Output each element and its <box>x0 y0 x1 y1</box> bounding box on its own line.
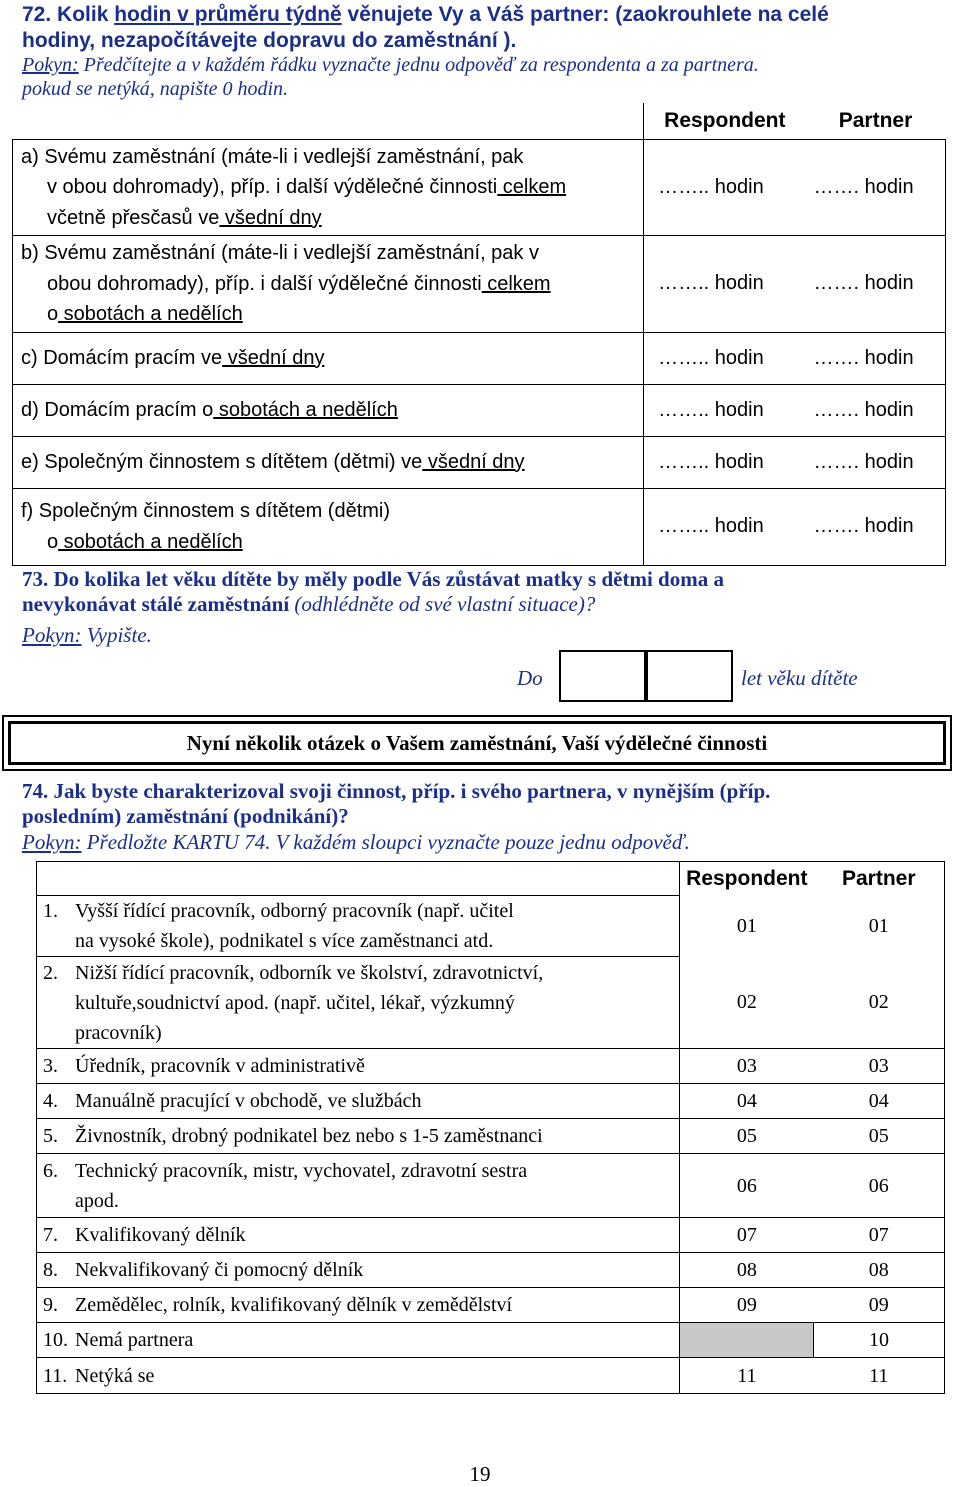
q72-instruction: Pokyn: Předčítejte a v každém řádku vyznačte jednu odpověď za respondenta a za partnera. <box>22 54 759 76</box>
q74-opt9-respondent-code[interactable]: 09 <box>680 1288 814 1323</box>
q74-table <box>36 861 945 1394</box>
q72-e-respondent-hours[interactable]: …….. hodin <box>644 436 806 488</box>
q72-row-b: b) Svému zaměstnání (máte-li i vedlejší zaměstnání, pak v obou dohromady), příp. i další výdělečné činnosti celkem o sobotách a nedělích …….. hodin ……. hodin <box>13 236 946 333</box>
q72-e-partner-hours[interactable]: ……. hodin <box>806 436 946 488</box>
q73-heading-line2: nevykonávat stálé zaměstnání (odhlédněte od své vlastní situace)? <box>22 592 596 616</box>
q74-opt10-partner-code[interactable]: 10 <box>814 1323 945 1358</box>
q74-instruction: Pokyn: Předložte KARTU 74. V každém sloupci vyznačte pouze jednu odpověď. <box>22 830 690 854</box>
q74-opt6-respondent-code[interactable]: 06 <box>680 1154 814 1218</box>
q72-f-respondent-hours[interactable]: …….. hodin <box>644 488 806 565</box>
page-number: 19 <box>469 1462 491 1486</box>
q74-opt1-partner-code[interactable]: 01 <box>814 896 945 957</box>
q74-opt6-partner-code[interactable]: 06 <box>814 1154 945 1218</box>
q72-table <box>12 103 946 566</box>
q74-opt8-partner-code[interactable]: 08 <box>814 1253 945 1288</box>
q74-option-8: 8. Nekvalifikovaný či pomocný dělník 08 08 <box>37 1253 945 1288</box>
q74-opt2-partner-code[interactable]: 02 <box>814 957 945 1049</box>
q72-c-respondent-hours[interactable]: …….. hodin <box>644 332 806 384</box>
q74-opt9-partner-code[interactable]: 09 <box>814 1288 945 1323</box>
q72-row-e: e) Společným činnostem s dítětem (dětmi) ve všední dny …….. hodin ……. hodin <box>13 436 946 488</box>
q72-row-a: a) Svému zaměstnání (máte-li i vedlejší zaměstnání, pak v obou dohromady), příp. i další výdělečné činnosti celkem včetně přesčasů ve všední dny …….. hodin ……. hodin <box>13 139 946 236</box>
q74-col-respondent: Respondent <box>680 862 814 896</box>
q72-row-f: f) Společným činnostem s dítětem (dětmi) o sobotách a nedělích …….. hodin ……. hodin <box>13 488 946 565</box>
q74-opt7-respondent-code[interactable]: 07 <box>680 1218 814 1253</box>
q74-option-6: 6. Technický pracovník, mistr, vychovatel, zdravotní sestra apod. 06 06 <box>37 1154 945 1218</box>
q72-col-partner: Partner <box>838 108 913 132</box>
q74-option-7: 7. Kvalifikovaný dělník 07 07 <box>37 1218 945 1253</box>
q73-heading-line1: 73. Do kolika let věku dítěte by měly podle Vás zůstávat matky s dětmi doma a <box>22 567 724 591</box>
q74-opt5-respondent-code[interactable]: 05 <box>680 1119 814 1154</box>
q74-opt4-partner-code[interactable]: 04 <box>814 1084 945 1119</box>
q74-opt11-respondent-code[interactable]: 11 <box>680 1358 814 1394</box>
q74-opt10-respondent-disabled <box>680 1323 814 1358</box>
q74-option-2: 2. Nižší řídící pracovník, odborník ve školství, zdravotnictví, kultuře,soudnictví apod. (např. učitel, lékař, výzkumný pracovník) 02 02 <box>37 957 945 1049</box>
q73-do-label: Do <box>517 666 543 690</box>
q72-instruction-line2: pokud se netýká, napište 0 hodin. <box>22 78 289 100</box>
q72-d-respondent-hours[interactable]: …….. hodin <box>644 384 806 436</box>
q72-f-partner-hours[interactable]: ……. hodin <box>806 488 946 565</box>
q72-row-c: c) Domácím pracím ve všední dny …….. hodin ……. hodin <box>13 332 946 384</box>
q74-heading-line1: 74. Jak byste charakterizoval svoji činnost, příp. i svého partnera, v nynějším (příp. <box>22 779 771 803</box>
q74-opt7-partner-code[interactable]: 07 <box>814 1218 945 1253</box>
q74-opt1-respondent-code[interactable]: 01 <box>736 915 757 937</box>
q72-b-respondent-hours[interactable]: …….. hodin <box>644 236 806 333</box>
q74-col-partner: Partner <box>814 862 945 896</box>
q72-heading-line2: hodiny, nezapočítávejte dopravu do zaměstnání ). <box>22 29 517 52</box>
q72-col-respondent: Respondent <box>664 108 786 132</box>
q72-heading-line1: 72. Kolik hodin v průměru týdně věnujete Vy a Váš partner: (zaokrouhlete na celé <box>22 3 829 26</box>
q74-opt11-partner-code[interactable]: 11 <box>814 1358 945 1394</box>
q74-opt4-respondent-code[interactable]: 04 <box>680 1084 814 1119</box>
q73-instruction: Pokyn: Vypište. <box>22 623 152 647</box>
q72-d-partner-hours[interactable]: ……. hodin <box>806 384 946 436</box>
q72-a-respondent-hours[interactable]: …….. hodin <box>644 139 806 236</box>
q74-opt3-respondent-code[interactable]: 03 <box>680 1049 814 1084</box>
q73-digit-box-2[interactable] <box>644 650 733 702</box>
q74-opt2-respondent-code[interactable]: 02 <box>736 991 757 1014</box>
q74-opt5-partner-code[interactable]: 05 <box>814 1119 945 1154</box>
q73-digit-box-1[interactable] <box>559 650 648 702</box>
q74-heading-line2: posledním) zaměstnání (podnikání)? <box>22 804 349 828</box>
q74-opt3-partner-code[interactable]: 03 <box>814 1049 945 1084</box>
q72-c-partner-hours[interactable]: ……. hodin <box>806 332 946 384</box>
q74-option-11: 11. Netýká se 11 11 <box>37 1358 945 1394</box>
q72-row-d: d) Domácím pracím o sobotách a nedělích …….. hodin ……. hodin <box>13 384 946 436</box>
q74-option-1: 1. Vyšší řídící pracovník, odborný pracovník (např. učitel na vysoké škole), podnikatel s více zaměstnanci atd. 01 01 <box>37 896 945 957</box>
q72-b-partner-hours[interactable]: ……. hodin <box>806 236 946 333</box>
q72-a-partner-hours[interactable]: ……. hodin <box>806 139 946 236</box>
q74-opt8-respondent-code[interactable]: 08 <box>680 1253 814 1288</box>
q74-option-3: 3. Úředník, pracovník v administrativě 03 03 <box>37 1049 945 1084</box>
q74-option-4: 4. Manuálně pracující v obchodě, ve službách 04 04 <box>37 1084 945 1119</box>
q73-suffix: let věku dítěte <box>741 666 858 690</box>
q74-option-10: 10. Nemá partnera 10 <box>37 1323 945 1358</box>
q74-option-5: 5. Živnostník, drobný podnikatel bez nebo s 1-5 zaměstnanci 05 05 <box>37 1119 945 1154</box>
section-banner <box>2 715 952 771</box>
q74-option-9: 9. Zemědělec, rolník, kvalifikovaný dělník v zemědělství 09 09 <box>37 1288 945 1323</box>
section-banner-title: Nyní několik otázek o Vašem zaměstnání, Vaší výdělečné činnosti <box>8 721 946 765</box>
